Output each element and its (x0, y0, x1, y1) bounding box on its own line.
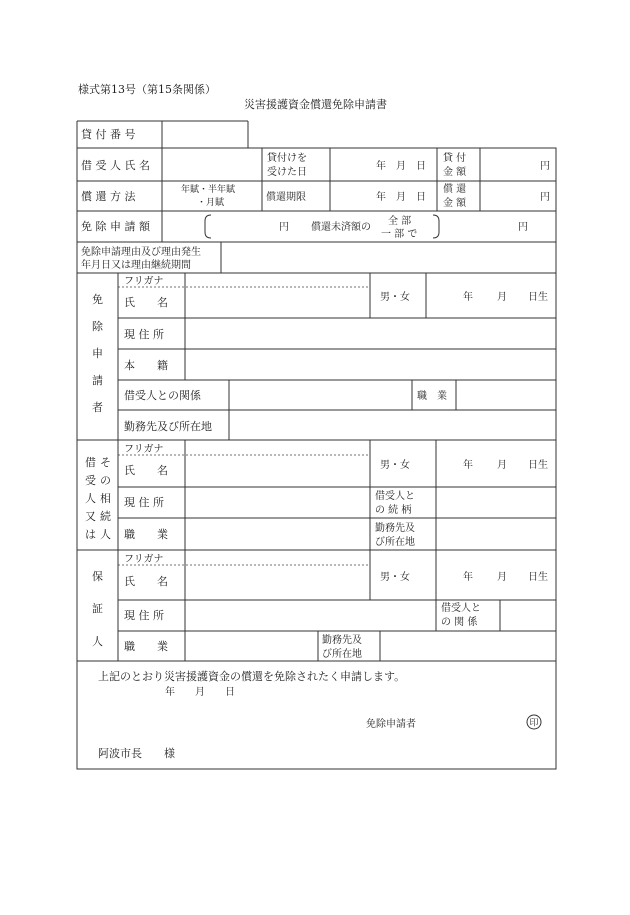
guarantor-relation-label-1: 借受人と (441, 603, 481, 614)
heir-section-char: 人 (100, 528, 111, 541)
declaration-date: 年 月 日 (165, 687, 235, 698)
heir-section-char: 又 (85, 510, 96, 523)
applicant-signature-label: 免除申請者 (366, 719, 416, 730)
applicant-sex: 男・女 (380, 292, 410, 303)
right-bracket (433, 215, 439, 238)
seal-mark: 印 (529, 718, 539, 729)
guarantor-workplace-label-2: び所在地 (322, 649, 362, 660)
guarantor-name-label: 氏 名 (124, 575, 168, 588)
loan-amount-yen: 円 (540, 161, 550, 172)
applicant-section-char: 免 (92, 293, 103, 306)
form-number: 様式第13号（第15条関係） (78, 83, 216, 96)
guarantor-birth-day: 日生 (528, 572, 548, 583)
guarantor-job-label: 職 業 (124, 640, 168, 653)
applicant-birth-day: 日生 (528, 292, 548, 303)
exempt-amount-yen: 円 (279, 222, 289, 233)
heir-workplace-label-1: 勤務先及 (375, 523, 415, 534)
unpaid-label: 償還未済額の (311, 222, 371, 233)
applicant-furigana-label: フリガナ (124, 276, 164, 287)
repay-amount-yen: 円 (540, 192, 550, 203)
loan-amount-label-1: 貸 付 (443, 153, 467, 164)
repay-amount-label-1: 償 還 (443, 184, 467, 195)
part-label: 一 部 で (381, 229, 418, 240)
guarantor-address-label: 現 住 所 (124, 609, 164, 622)
date-received-label-2: 受けた日 (267, 167, 307, 178)
guarantor-sex: 男・女 (380, 572, 410, 583)
applicant-honseki-label: 本 籍 (124, 359, 168, 372)
borrower-name-label: 借 受 人 氏 名 (81, 159, 150, 172)
heir-birth-month: 月 (497, 460, 507, 471)
guarantor-birth-month: 月 (497, 572, 507, 583)
heir-address-label: 現 住 所 (124, 496, 164, 509)
repay-method-value-1: 年賦・半年賦 (181, 185, 236, 195)
heir-job-label: 職 業 (124, 528, 168, 541)
reason-label-2: 年月日又は理由継続期間 (81, 260, 191, 271)
heir-sex: 男・女 (380, 460, 410, 471)
form-title: 災害援護資金償還免除申請書 (244, 98, 387, 111)
heir-name-label: 氏 名 (124, 464, 168, 477)
repay-method-value-2: ・月賦 (197, 198, 225, 208)
heir-section-char: 続 (100, 510, 111, 523)
applicant-name-label: 氏 名 (124, 296, 168, 309)
guarantor-section-char: 人 (92, 635, 103, 648)
applicant-section-char: 請 (92, 374, 103, 387)
repay-amount-label-2: 金 額 (443, 198, 467, 209)
heir-birth-day: 日生 (528, 460, 548, 471)
applicant-birth-year: 年 (463, 292, 473, 303)
loan-number-label: 貸 付 番 号 (81, 128, 136, 141)
heir-section-char: 人 (85, 492, 96, 505)
guarantor-birth-year: 年 (463, 572, 473, 583)
reason-label-1: 免除申請理由及び理由発生 (81, 247, 201, 258)
applicant-birth-month: 月 (497, 292, 507, 303)
applicant-section-char: 除 (92, 320, 103, 333)
guarantor-section-char: 証 (92, 602, 103, 615)
left-bracket (205, 215, 211, 238)
guarantor-workplace-label-1: 勤務先及 (322, 635, 362, 646)
heir-section-char: そ (100, 456, 111, 469)
applicant-workplace-label: 勤務先及び所在地 (124, 420, 212, 433)
heir-workplace-label-2: び所在地 (375, 537, 415, 548)
applicant-section-char: 申 (92, 347, 103, 360)
declaration-statement: 上記のとおり災害援護資金の償還を免除されたく申請します。 (98, 670, 406, 683)
guarantor-relation-label-2: の 関 係 (441, 617, 478, 628)
unpaid-yen: 円 (518, 222, 528, 233)
heir-section-char: の (100, 474, 111, 487)
date-received-ymd: 年 月 日 (376, 161, 426, 172)
guarantor-section-char: 保 (92, 570, 103, 583)
exempt-amount-label: 免 除 申 請 額 (81, 220, 150, 233)
loan-amount-label-2: 金 額 (443, 167, 467, 178)
heir-section-char: 借 (85, 456, 96, 469)
applicant-job-label: 職 業 (417, 391, 447, 402)
addressee: 阿波市長 様 (98, 747, 175, 760)
heir-section-char: 受 (85, 474, 96, 487)
heir-relation-label-1: 借受人と (375, 491, 415, 502)
heir-furigana-label: フリガナ (124, 444, 164, 455)
repay-deadline-label: 償還期限 (266, 192, 306, 203)
all-label: 全 部 (388, 216, 412, 227)
date-received-label-1: 貸付けを (267, 153, 307, 164)
applicant-relation-label: 借受人との関係 (124, 389, 201, 402)
applicant-address-label: 現 住 所 (124, 328, 164, 341)
heir-section-char: 相 (100, 492, 111, 505)
guarantor-furigana-label: フリガナ (124, 554, 164, 565)
heir-birth-year: 年 (463, 460, 473, 471)
repay-method-label: 償 還 方 法 (81, 190, 136, 203)
heir-relation-label-2: の 続 柄 (375, 505, 412, 516)
applicant-section-char: 者 (92, 401, 103, 414)
repay-deadline-ymd: 年 月 日 (376, 192, 426, 203)
heir-section-char: は (85, 528, 96, 541)
